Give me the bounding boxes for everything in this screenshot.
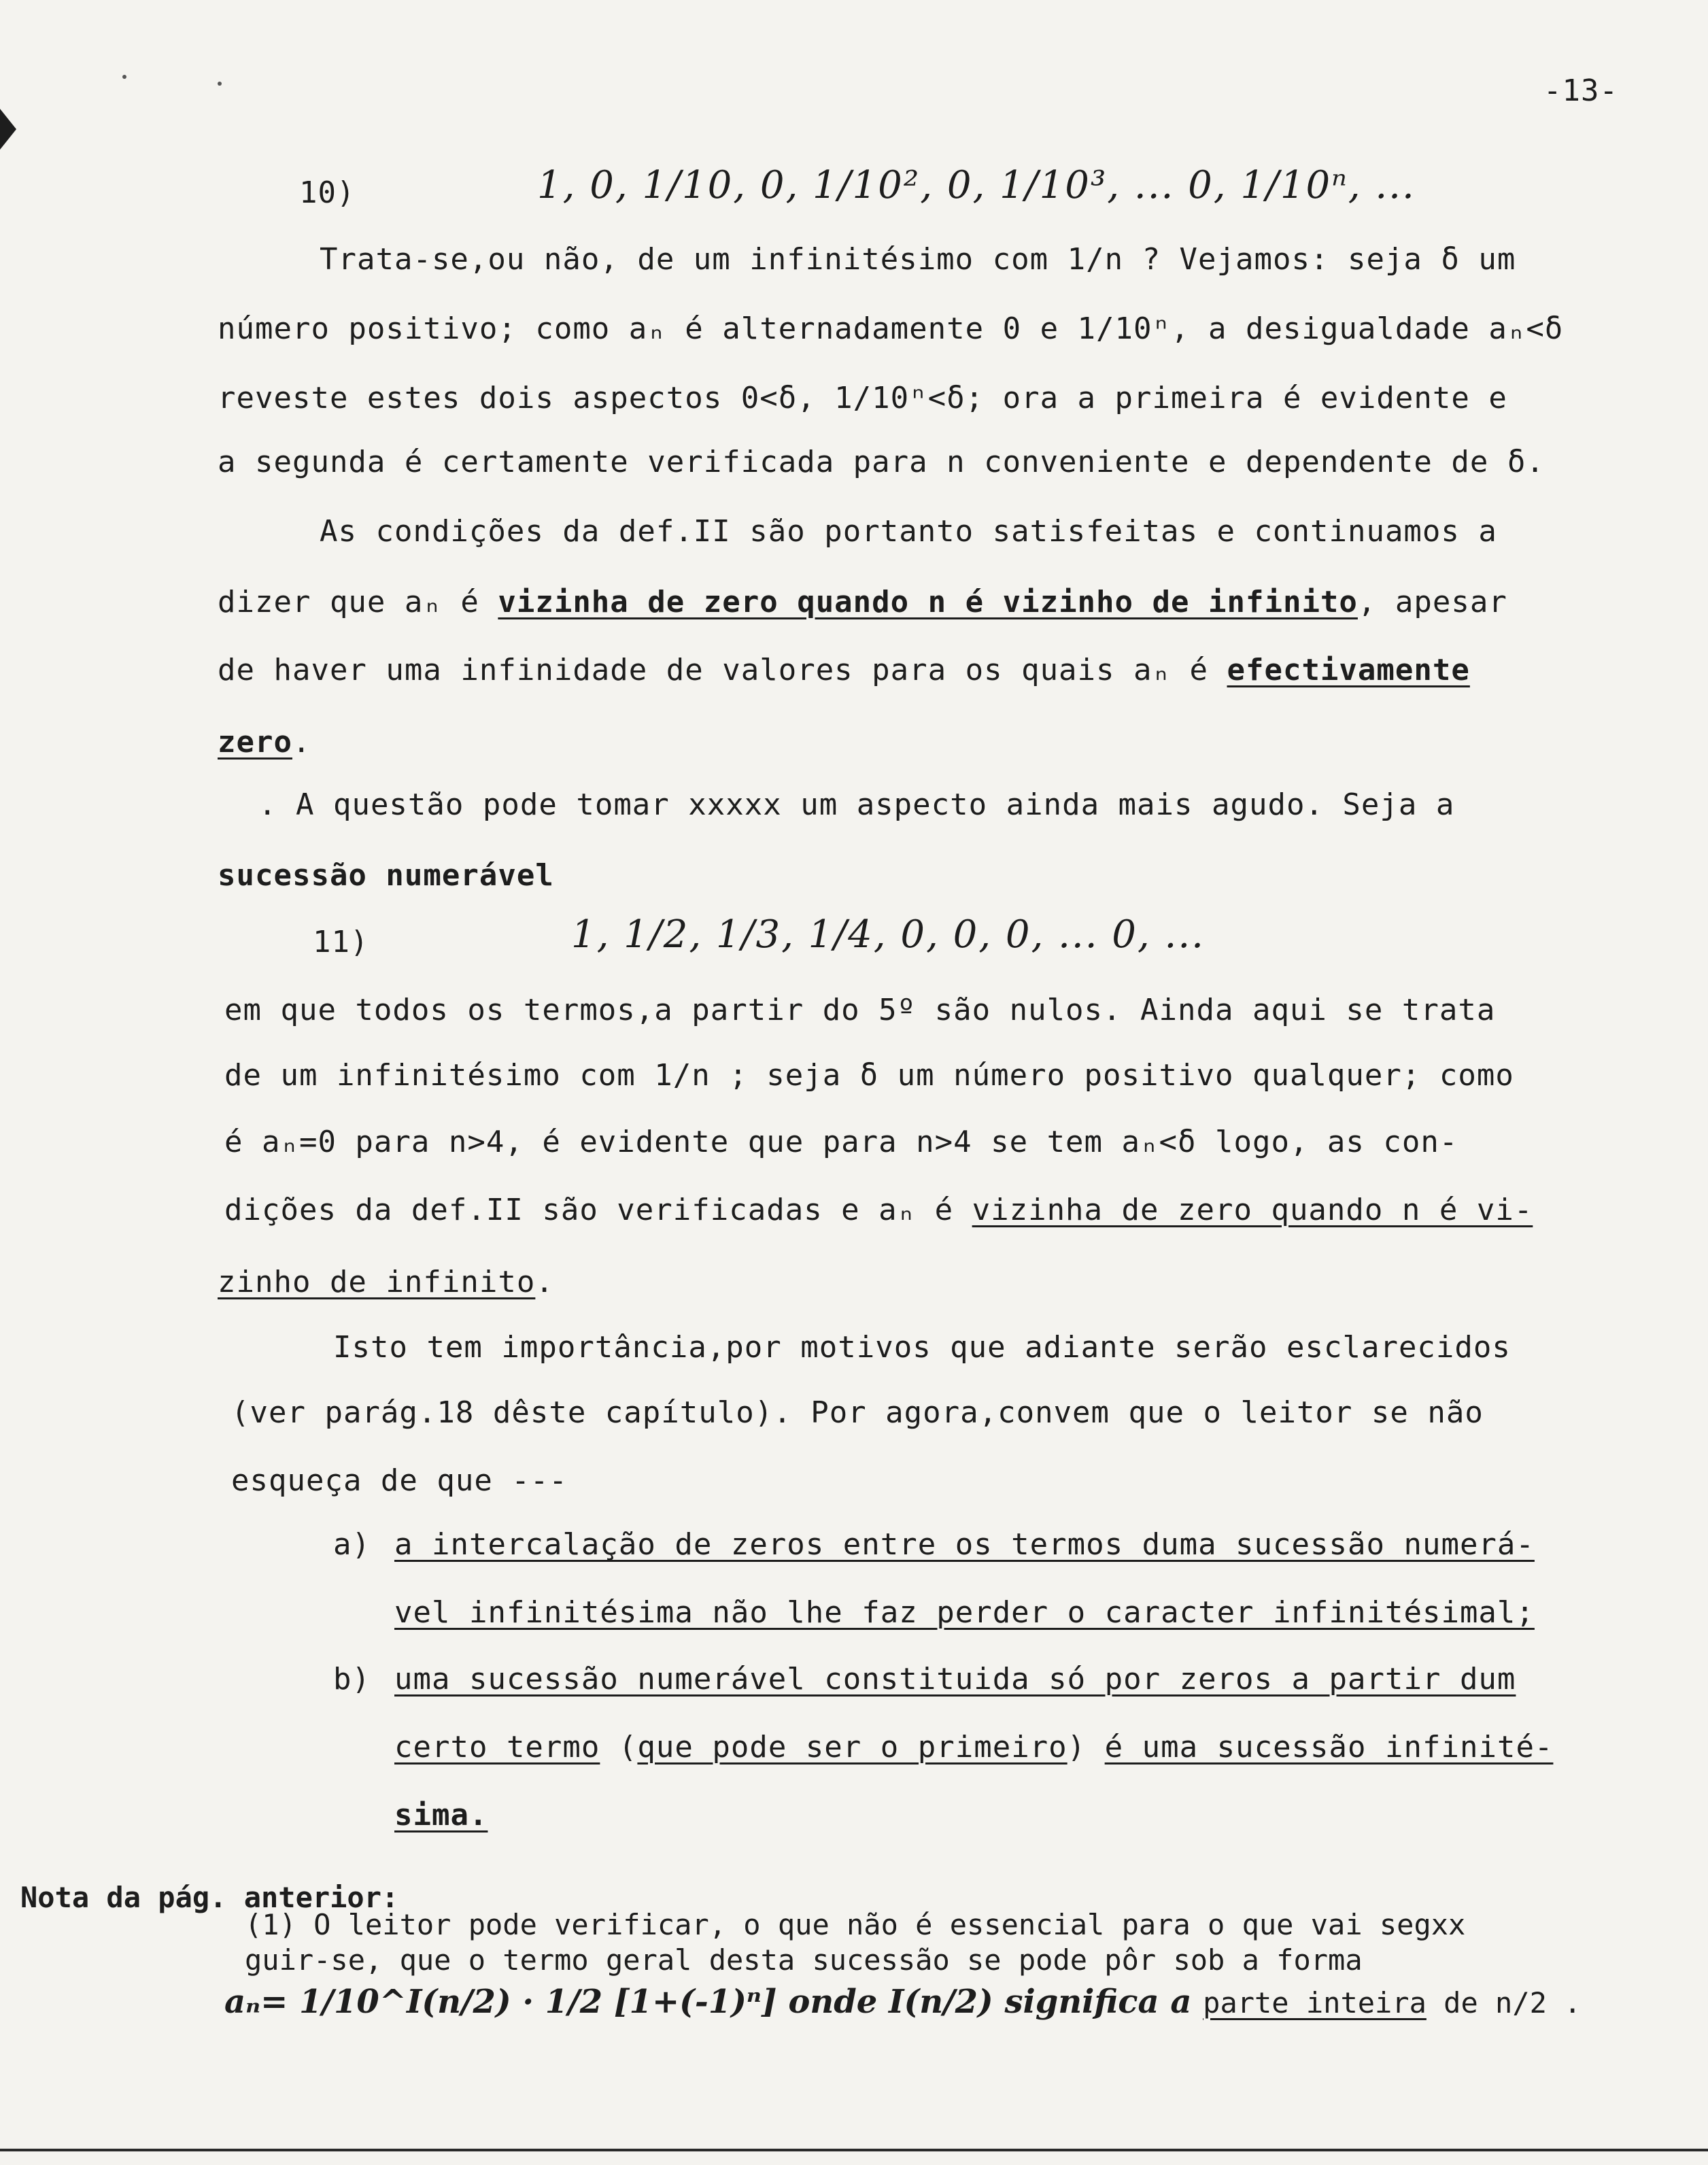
item-b-line-2 [394,1730,1553,1765]
underlined-phrase: zero [218,725,292,760]
page-number: -13- [1543,73,1618,108]
page-bottom-edge [0,2149,1708,2151]
underlined-phrase: efectivamente [1227,653,1470,687]
sequence-10-expression: 1, 0, 1/10, 0, 1/10², 0, 1/10³, ... 0, 1/10ⁿ, ... [537,163,1416,207]
footnote-line-3 [224,1983,1581,2021]
text: ) [1067,1730,1105,1765]
paragraph-1-line-2: número positivo; como aₙ é alternadamente 0 e 1/10ⁿ, a desigualdade aₙ<δ [218,311,1564,346]
item-a-line-2: vel infinitésima não lhe faz perder o caracter infinitésimal; [394,1595,1535,1630]
scan-speck [122,75,126,79]
binding-mark [0,109,16,150]
paragraph-5-line-1: Isto tem importância,por motivos que adiante serão esclarecidos [333,1330,1511,1365]
sequence-11-expression: 1, 1/2, 1/3, 1/4, 0, 0, 0, ... 0, ... [571,913,1205,957]
text: de haver uma infinidade de valores para os quais aₙ é [218,653,1227,687]
paragraph-5-line-2: (ver parág.18 dêste capítulo). Por agora,convem que o leitor se não [231,1395,1484,1430]
text: de n/2 . [1426,1986,1582,2019]
paragraph-4-line-4 [224,1193,1533,1227]
underlined-phrase: é uma sucessão infinité- [1104,1730,1554,1765]
footnote-title: Nota da pág. anterior: [20,1881,399,1914]
item-b-line-1: uma sucessão numerável constituida só por zeros a partir dum [394,1662,1516,1697]
paragraph-3-line-2: sucessão numerável [218,858,554,893]
paragraph-2-line-3 [218,653,1470,687]
paragraph-1-line-3: reveste estes dois aspectos 0<δ, 1/10ⁿ<δ; ora a primeira é evidente e [218,381,1507,415]
sequence-11-label: 11) [313,925,369,959]
item-b-line-3: sima. [394,1798,488,1832]
underlined-phrase: certo termo [394,1730,600,1765]
text: dições da def.II são verificadas e aₙ é [224,1193,972,1227]
item-b-label: b) [333,1662,371,1697]
paragraph-2-line-2 [218,585,1507,619]
paragraph-2-line-1: As condições da def.II são portanto satisfeitas e continuamos a [320,514,1497,549]
item-a-line-1: a intercalação de zeros entre os termos duma sucessão numerá- [394,1527,1535,1562]
paragraph-5-line-3: esqueça de que --- [231,1463,568,1498]
paragraph-4-line-3: é aₙ=0 para n>4, é evidente que para n>4 se tem aₙ<δ logo, as con- [224,1125,1458,1159]
text: . [535,1265,554,1299]
paragraph-4-line-1: em que todos os termos,a partir do 5º são nulos. Ainda aqui se trata [224,993,1496,1027]
text: . [292,725,311,760]
sequence-10-label: 10) [299,175,356,210]
underlined-phrase: vizinha de zero quando n é vi- [972,1193,1533,1227]
text: dizer que aₙ é [218,585,498,619]
paragraph-1-line-4: a segunda é certamente verificada para n conveniente e dependente de δ. [218,445,1545,479]
underlined-phrase: parte inteira [1203,1986,1427,2019]
scan-speck [218,82,222,86]
footnote-line-2: guir-se, que o termo geral desta sucessão se pode pôr sob a forma [245,1943,1363,1977]
handwritten-formula: aₙ= 1/10^I(n/2) · 1/2 [1+(-1)ⁿ] onde I(n/2) significa a [224,1983,1203,2021]
underlined-phrase: vizinha de zero quando n é vizinho de infinito [498,585,1358,619]
text: ( [600,1730,638,1765]
underlined-phrase: que pode ser o primeiro [637,1730,1068,1765]
footnote-line-1: (1) O leitor pode verificar, o que não é essencial para o que vai segxx [245,1908,1466,1941]
paragraph-1-line-1: Trata-se,ou não, de um infinitésimo com 1/n ? Vejamos: seja δ um [320,242,1516,277]
underlined-phrase: zinho de infinito [218,1265,536,1299]
paragraph-2-line-4 [218,725,311,760]
item-a-label: a) [333,1527,371,1562]
paragraph-4-line-5 [218,1265,554,1299]
text: , apesar [1357,585,1507,619]
paragraph-4-line-2: de um infinitésimo com 1/n ; seja δ um número positivo qualquer; como [224,1058,1514,1093]
paragraph-3-line-1: . A questão pode tomar xxxxx um aspecto ainda mais agudo. Seja a [258,787,1455,822]
